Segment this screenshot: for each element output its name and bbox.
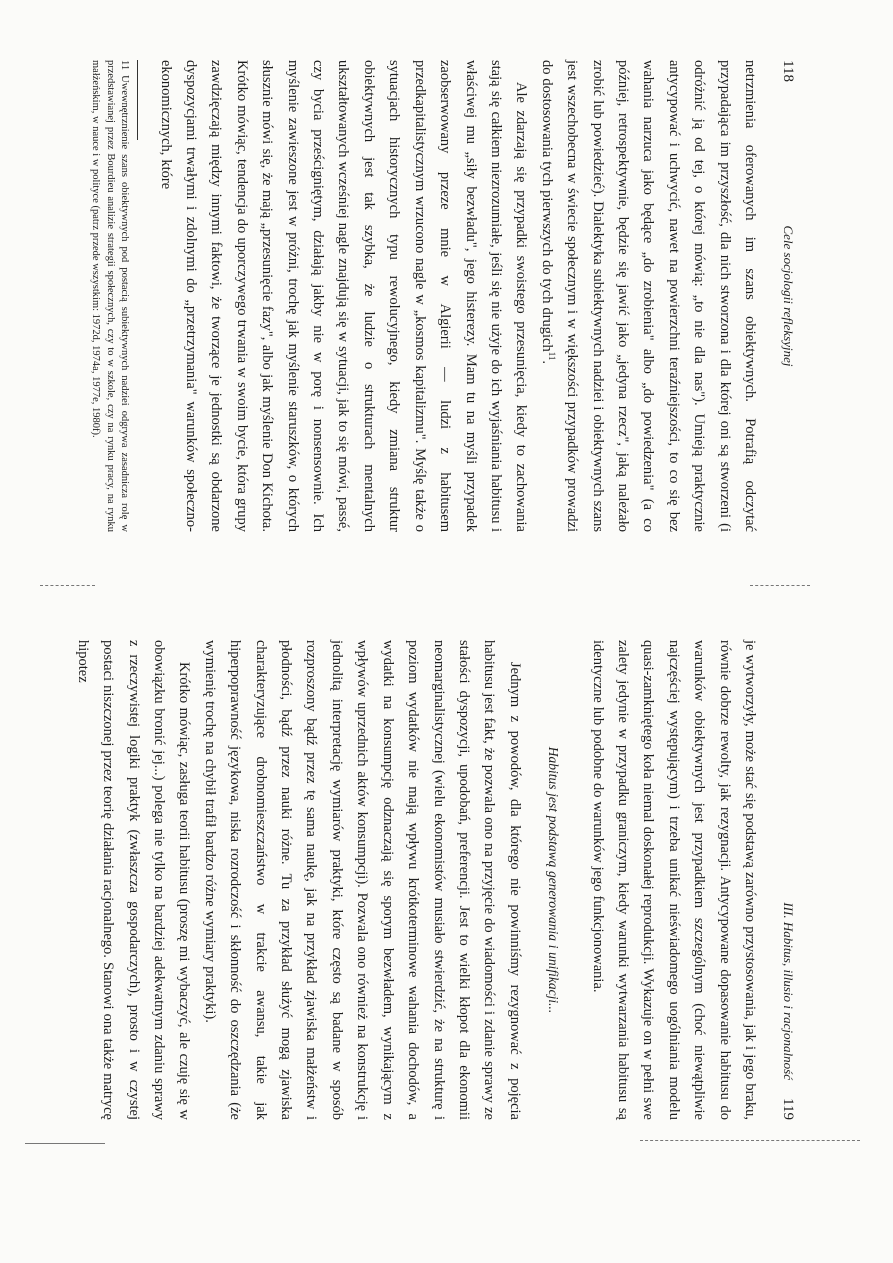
scan-artifact-line [750, 585, 810, 586]
page-119 [74, 640, 800, 1120]
paragraph: je wytworzyły, może stać się podstawą zarówno przystosowania, jak i jego braku, równie dobrze rewolty, jak rezygnacji. Antycypowane dopasowanie habitusu do warunków obiektywnych jest przypadkiem szczególnym (choć niewątpliwie najczęściej występującym) i trzeba unikać nieświadomego uogólniania modelu quasi-zamkniętego koła niemal doskonałej reprodukcji. Wykazuje on w pełni swe zalety jedynie w przypadku graniczym, kiedy warunki wytwarzania habitusu są identyczne lub podobne do warunków jego funkcjonowania. [589, 640, 758, 1120]
section-heading: Habitus jest podstawą generowania i unifikacji... [546, 746, 562, 1014]
paragraph: Krótko mówiąc, zasługa teorii habitusu (proszę mi wybaczyć, ale czuję się w obowiązku bronić jej...) polega nie tylko na bardziej adekwatnym zdaniu sprawy z rzeczywistej logiki praktyk (zwłaszcza gospodarczych), prosto i w czystej postaci niszczonej przez teorię działania racjonalnego. Stanowi ona także matrycę hipotez [74, 640, 193, 1120]
running-title: Cele socjologii refleksyjnej [781, 225, 796, 367]
footnote-divider [137, 60, 138, 140]
body-text [152, 60, 762, 532]
body-text [69, 640, 762, 1120]
running-head-119 [776, 640, 800, 1120]
scan-artifact-line [640, 1140, 860, 1141]
paragraph: Ale zdarzają się przypadki swoistego przesunięcia, kiedy to zachowania stają się całkiem niezrozumiałe, jeśli się nie użyje do ich wyjaśniania habitusu i właściwej mu „siły bezwładu", jego histerezy. Mam tu na myśli przypadek zaobserwowany przeze mnie w Algierii — ludzi z habitusem przedkapitalistycznym wrzucono nagle w „kosmos kapitalizmu". Myślę także o sytuacjach historycznych typu rewolucyjnego, kiedy zmiana struktur obiektywnych jest tak szybka, że ludzie o strukturach mentalnych ukształtowanych wcześniej nagle znajdują się w sytuacji, jak to się mówi, passé, czy bycia prześcigniętym, działają jakby nie w porę i nonsensownie. Ich myślenie zawieszone jest w próżni, trochę jak myślenie staruszków, o których słusznie mówi się, że mają „przesunięcie fazy", albo jak myślenie Don Kichota. Krótko mówiąc, tendencja do uporczywego trwania w swoim bycie, która grupy zawdzięczają między innymi faktowi, że tworzące je jednostki są obdarzone dyspozycjami trwałymi i zdolnymi do „przetrzymania" warunków społeczno-ekonomicznych, które [157, 60, 530, 532]
page-number: 118 [780, 60, 796, 82]
paragraph: Jednym z powodów, dla którego nie powinniśmy rezygnować z pojęcia habitusu jest fakt, że pozwala ono na przyjęcie do wiadomości i zdanie sprawy ze stałości dyspozycji, upodobań, preferencji. Jest to wielki kłopot dla ekonomii neomarginalistycznej (wielu ekonomistów musiało stwierdzić, że na strukturę i poziom wydatków nie mają wpływu krótkoterminowe wahania dochodów, a wydatki na konsumpcję odznaczają się sporym bezwładem, wynikającym z wpływów uprzednich aktów konsumpcji). Pozwala ono również na konstrukcję i jednolitą interpretację wymiarów praktyki, które często są badane w sposób rozproszony bądź przez tę sama naukę, jak na przykład zjawiska małżeństw i płodności, bądź przez nauki różne. Tu za przykład służyć mogą zjawiska charakteryzujące drobnomieszczaństwo w trakcie awansu, takie jak hiperpoprawność językowa, niska rozrodczość i skłonność do oszczędzania (że wymienię trochę na chybił trafił bardzo różne wymiary praktyki). [201, 640, 523, 1120]
paragraph: netrzmienia oferowanych im szans obiektywnych. Potrafią odczytać przypadająca im przyszłość, dla nich stworzona i dla której oni są stworzeni (i odróżnić ją od tej, o której mówią: „to nie dla nas"). Umieją praktycznie antycypować i uchwycić, nawet na powierzchni teraźniejszości, to co się bez wahania narzuca jako będące „do zrobienia" albo „do powiedzenia" (a co później, retrospektywnie, będzie się jawić jako „jedyna rzecz", jaką należało zrobić lub powiedzieć). Dialektyka subiektywnych nadziei i obiektywnych szans jest wszechobecna w świecie społecznym i w większości przypadków prowadzi do dostosowania tych pierwszych do tych drugich$^{11}$. [538, 60, 758, 532]
scan-artifact-line [25, 1143, 105, 1144]
scan-artifact-line [40, 585, 95, 586]
footnote-reference: 11 [546, 351, 557, 361]
footnote-11: 11 Uwewnętrznienie szans obiektywnych pod postacią subiektywnych nadziei odgrywa zasadnicza rolę w przedstawianej przez Bourdieu analizie strategii społecznych, czy to w szkole, czy na rynku pracy, na rynku małżeńskim, w nauce i w polityce (patrz przede wszystkim: 1972d, 1974a, 1977e, 1980f). [90, 60, 131, 532]
running-head-118 [776, 60, 800, 532]
running-title: III. Habitus, illusio i racjonalność [781, 902, 796, 1080]
page-number: 119 [780, 1098, 796, 1120]
page-118 [90, 60, 800, 532]
